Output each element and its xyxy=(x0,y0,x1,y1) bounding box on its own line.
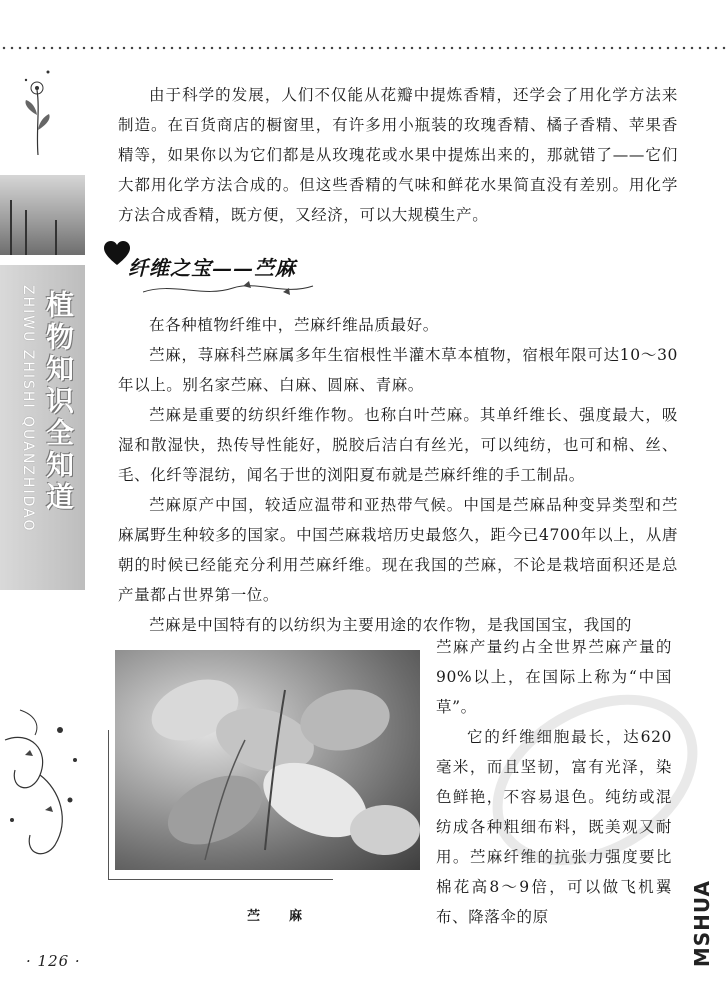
top-dotted-rule xyxy=(0,46,726,50)
watermark-icon xyxy=(480,690,710,870)
intro-paragraph: 由于科学的发展，人们不仅能从花瓣中提炼香精，还学会了用化学方法来制造。在百货商店的橱窗里，有许多用小瓶装的玫瑰香精、橘子香精、苹果香精等，如果你以为它们都是从玫瑰花或水果中提炼出来的，那就错了——它们大都用化学方法合成的。但这些香精的气味和鲜花水果简直没有差别。用化学方法合成香精，既方便，又经济，可以大规模生产。 xyxy=(118,86,678,224)
palm-photo-strip xyxy=(0,175,85,255)
corner-watermark-text: MSHUA xyxy=(690,880,714,968)
section-paragraph: 苎麻，荨麻科苎麻属多年生宿根性半灌木草本植物，宿根年限可达10～30年以上。别名家苎麻、白麻、圆麻、青麻。 xyxy=(118,346,678,394)
sidebar-pinyin: ZHIWU ZHISHI QUANZHIDAO xyxy=(20,285,36,533)
sidebar-title: 植物知识全知道 xyxy=(42,290,75,514)
photo-caption: 苎 麻 xyxy=(247,909,311,924)
section-body xyxy=(118,310,678,640)
section-paragraph: 在各种植物纤维中，苎麻纤维品质最好。 xyxy=(149,316,439,334)
section-paragraph: 苎麻是重要的纺织纤维作物。也称白叶苎麻。其单纤维长、强度最大，吸湿和散湿快，热传导性能好，脱胶后洁白有丝光，可以纯纺，也可和棉、丝、毛、化纤等混纺，闻名于世的浏阳夏布就是苎麻纤维的手工制品。 xyxy=(118,406,678,484)
wrap-paragraph: 苎麻产量约占全世界苎麻产量的90%以上，在国际上称为“中国草”。 xyxy=(436,638,672,716)
section-title: 纤维之宝——苎麻 xyxy=(128,256,296,280)
intro-block xyxy=(118,80,678,230)
section-paragraph: 苎麻是中国特有的以纺织为主要用途的农作物，是我国国宝，我国的 xyxy=(149,616,633,634)
floral-swirl-icon xyxy=(0,700,95,880)
section-heading xyxy=(103,240,423,300)
vine-decoration-icon xyxy=(143,280,323,300)
ramie-photo xyxy=(115,650,420,870)
ramie-leaves-icon xyxy=(115,650,420,870)
flower-ornament-icon xyxy=(18,60,58,160)
heart-icon xyxy=(103,240,131,268)
wrap-paragraph: 它的纤维细胞最长，达620毫米，而且坚韧，富有光泽，染色鲜艳，不容易退色。纯纺或混纺成各种粗细布料，既美观又耐用。苎麻纤维的抗张力强度要比棉花高8～9倍，可以做飞机翼布、降落伞的原 xyxy=(436,728,672,926)
section-paragraph: 苎麻原产中国，较适应温带和亚热带气候。中国是苎麻品种变异类型和苎麻属野生种较多的国家。中国苎麻栽培历史最悠久，距今已4700年以上，从唐朝的时候已经能充分利用苎麻纤维。现在我国的苎麻，不论是栽培面积还是总产量都占世界第一位。 xyxy=(118,496,678,604)
page-number: · 126 · xyxy=(26,952,81,970)
